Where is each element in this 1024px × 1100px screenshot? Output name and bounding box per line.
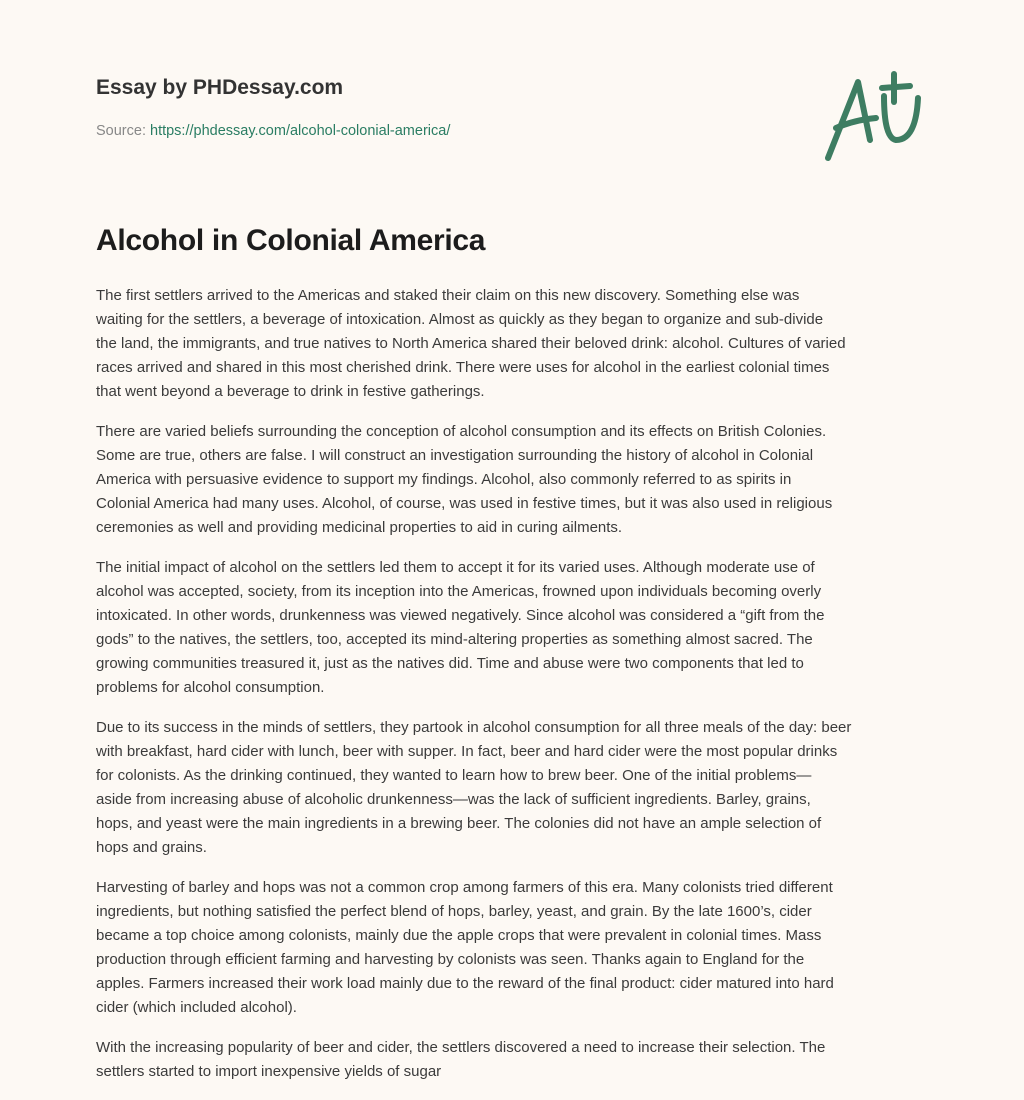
paragraph-line: intoxicated. In other words, drunkenness was viewed negatively. Since alcohol was considered a “gift from the [96,607,825,624]
paragraph-line: cider (which included alcohol). [96,999,297,1016]
paragraph-line: ceremonies as well and providing medicinal properties to aid in curing ailments. [96,519,623,536]
paragraph-line: became a top choice among colonists, mainly due the apple crops that were prevalent in colonial times. Mass [96,927,822,944]
paragraph-line: for colonists. As the drinking continued, they wanted to learn how to brew beer. One of the initial problems— [96,767,812,784]
paragraph-line: aside from increasing abuse of alcoholic drunkenness—was the lack of sufficient ingredients. Barley, grains, [96,791,811,808]
paragraph-line: with breakfast, hard cider with lunch, beer with supper. In fact, beer and hard cider were the most popular drinks [96,743,838,760]
brand-title: Essay by PHDessay.com [96,76,344,99]
paragraph-line: races arrived and shared in this most cherished drink. There were uses for alcohol in the earliest colonial times [96,359,830,376]
essay-paragraph [96,284,946,404]
paragraph-line: There are varied beliefs surrounding the conception of alcohol consumption and its effects on British Colonies. [96,423,827,440]
paragraph-line: the land, the immigrants, and true natives to North America shared their beloved drink: alcohol. Cultures of varied [96,335,846,352]
paragraph-line: waiting for the settlers, a beverage of intoxication. Almost as quickly as they began to organize and sub-divide [96,311,824,328]
paragraph-line: growing communities treasured it, just as the natives did. Time and abuse were two components that led to [96,655,804,672]
paragraph-line: Harvesting of barley and hops was not a common crop among farmers of this era. Many colonists tried different [96,879,833,896]
paragraph-line: apples. Farmers increased their work load mainly due to the reward of the final product: cider matured into hard [96,975,834,992]
source-label: Source: [96,123,150,139]
paragraph-line: production through efficient farming and harvesting by colonists was seen. Thanks again to England for the [96,951,805,968]
paragraph-line: alcohol was accepted, society, from its inception into the Americas, frowned upon individuals becoming overly [96,583,822,600]
paragraph-line: gods” to the natives, the settlers, too, accepted its mind-altering properties as something almost sacred. The [96,631,813,648]
paragraph-line: problems for alcohol consumption. [96,679,325,696]
paragraph-line: Some are true, others are false. I will construct an investigation surrounding the history of alcohol in Colonial [96,447,814,464]
source-link[interactable]: https://phdessay.com/alcohol-colonial-america/ [150,123,451,139]
a-plus-logo-icon [820,68,930,168]
paragraph-line: America with persuasive evidence to support my findings. Alcohol, also commonly referred to as spirits in [96,471,792,488]
essay-paragraph [96,876,946,1020]
source-line [96,123,450,139]
essay-paragraph [96,420,946,540]
essay-body [96,284,946,1100]
paragraph-line: hops and grains. [96,839,207,856]
essay-title: Alcohol in Colonial America [96,224,486,257]
paragraph-line: ingredients, but nothing satisfied the perfect blend of hops, barley, yeast, and grain. By the late 1600’s, cider [96,903,812,920]
essay-paragraph [96,716,946,860]
paragraph-line: The first settlers arrived to the Americas and staked their claim on this new discovery. Something else was [96,287,800,304]
paragraph-line: With the increasing popularity of beer and cider, the settlers discovered a need to increase their selection. The [96,1039,826,1056]
essay-paragraph [96,1036,946,1084]
paragraph-line: hops, and yeast were the main ingredients in a brewing beer. The colonies did not have an ample selection of [96,815,822,832]
paragraph-line: settlers started to import inexpensive yields of sugar [96,1063,442,1080]
paragraph-line: The initial impact of alcohol on the settlers led them to accept it for its varied uses. Although moderate use of [96,559,815,576]
paragraph-line: Colonial America had many uses. Alcohol, of course, was used in festive times, but it was also used in religious [96,495,833,512]
essay-paragraph [96,556,946,700]
paragraph-line: Due to its success in the minds of settlers, they partook in alcohol consumption for all three meals of the day: beer [96,719,852,736]
paragraph-line: that went beyond a beverage to drink in festive gatherings. [96,383,485,400]
